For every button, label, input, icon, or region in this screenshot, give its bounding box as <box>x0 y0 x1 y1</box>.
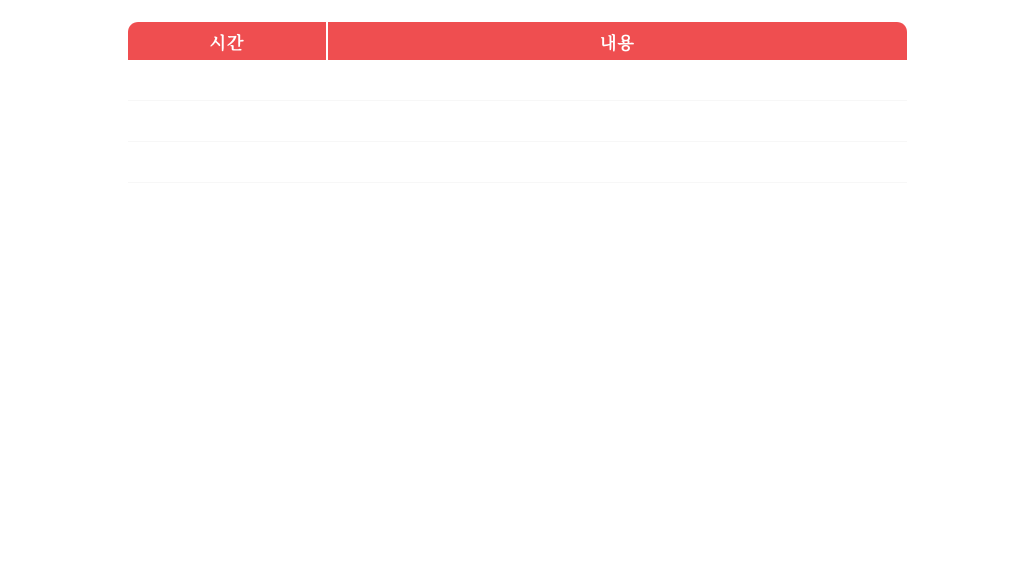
schedule-table <box>128 22 907 552</box>
time-cell <box>128 60 328 100</box>
time-cell <box>128 388 328 429</box>
content-cell <box>328 306 907 347</box>
table-row <box>128 429 907 470</box>
content-cell <box>328 470 907 511</box>
table-header <box>128 22 907 60</box>
time-cell <box>128 101 328 141</box>
time-cell <box>128 265 328 306</box>
column-header-content: 내용 <box>600 33 635 54</box>
table-row <box>128 60 907 101</box>
table-row <box>128 388 907 429</box>
table-row <box>128 306 907 347</box>
table-row <box>128 142 907 183</box>
time-cell <box>128 183 328 224</box>
table-row <box>128 511 907 552</box>
time-cell <box>128 306 328 347</box>
table-body <box>128 60 907 552</box>
content-cell <box>328 388 907 429</box>
content-cell <box>328 265 907 306</box>
time-cell <box>128 470 328 511</box>
column-header-time: 시간 <box>128 22 328 60</box>
time-cell <box>128 347 328 388</box>
content-cell <box>328 142 907 182</box>
content-cell <box>328 224 907 265</box>
content-cell <box>328 511 907 552</box>
content-cell <box>328 101 907 141</box>
table-row <box>128 470 907 511</box>
time-cell <box>128 429 328 470</box>
content-cell <box>328 60 907 100</box>
table-row <box>128 347 907 388</box>
table-row <box>128 183 907 224</box>
content-cell <box>328 347 907 388</box>
content-cell <box>328 429 907 470</box>
time-cell <box>128 142 328 182</box>
table-row <box>128 101 907 142</box>
time-cell <box>128 224 328 265</box>
table-row <box>128 265 907 306</box>
time-cell <box>128 511 328 552</box>
table-row <box>128 224 907 265</box>
content-cell <box>328 183 907 224</box>
